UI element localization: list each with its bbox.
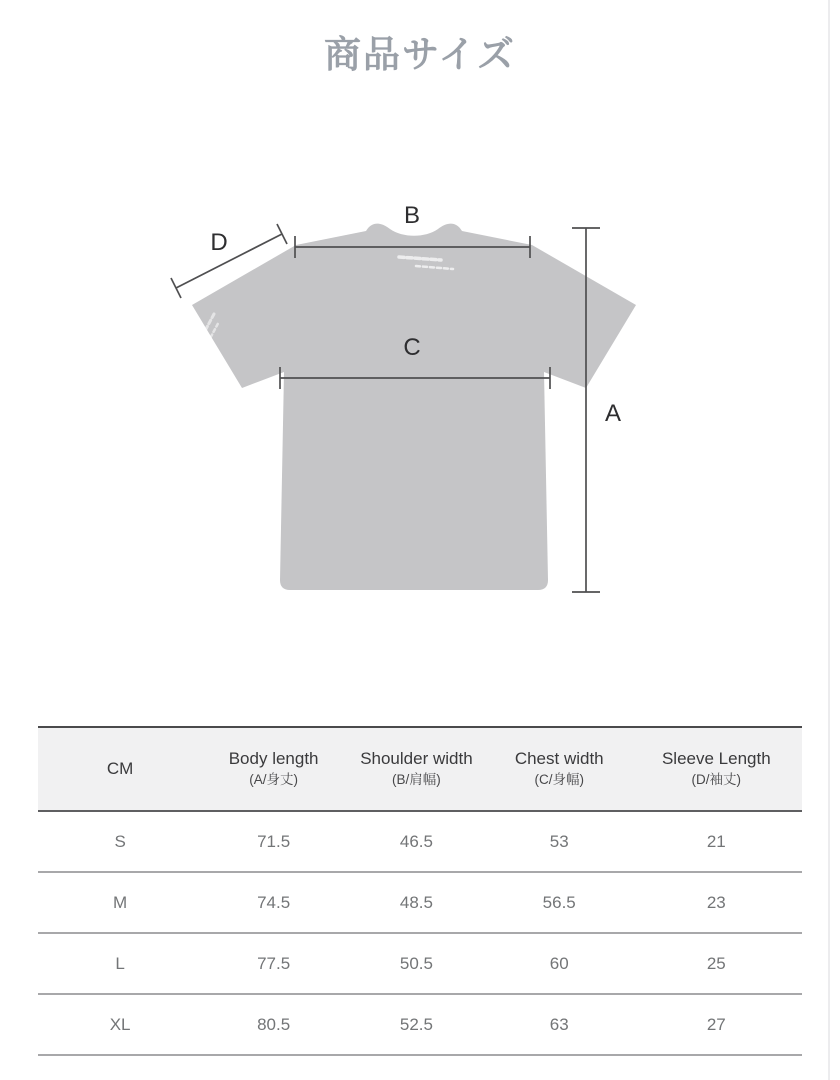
tshirt-back-silhouette — [192, 224, 636, 590]
header-label: Body length — [228, 749, 319, 769]
table-row-m — [38, 873, 802, 934]
table-row-s — [38, 812, 802, 873]
header-chest-width — [488, 728, 631, 810]
body-length-value: 80.5 — [257, 1014, 291, 1034]
table-row-xl — [38, 995, 802, 1056]
sleeve-length-value: 23 — [706, 892, 726, 912]
sleeve-length-value: 25 — [706, 953, 726, 973]
header-label: Sleeve Length — [661, 749, 771, 769]
size-label: M — [113, 892, 128, 912]
header-label: Shoulder width — [360, 749, 473, 769]
body-length-value: 77.5 — [257, 953, 291, 973]
chest-width-value: 53 — [549, 831, 569, 851]
size-table — [38, 726, 802, 1056]
chest-width-value: 60 — [549, 953, 569, 973]
sleeve-length-value: 27 — [706, 1014, 726, 1034]
shoulder-width-value: 46.5 — [399, 831, 433, 851]
sleeve-length-value: 21 — [706, 831, 726, 851]
size-label: S — [114, 831, 126, 851]
label-a: A — [604, 400, 622, 427]
size-label: L — [115, 953, 125, 973]
label-d: D — [210, 229, 228, 256]
header-sublabel: (D/袖丈) — [691, 771, 742, 787]
header-label: CM — [106, 758, 134, 778]
size-table-header-row — [38, 726, 802, 812]
page-title: 商品サイズ — [323, 34, 517, 75]
body-length-value: 74.5 — [257, 892, 291, 912]
header-sublabel: (B/肩幅) — [392, 771, 441, 787]
shoulder-width-value: 52.5 — [399, 1014, 433, 1034]
header-unit — [38, 728, 202, 810]
chest-width-value: 56.5 — [542, 892, 576, 912]
header-sublabel: (C/身幅) — [534, 771, 584, 787]
size-label: XL — [109, 1014, 131, 1034]
label-c: C — [403, 334, 421, 361]
header-sleeve-length — [631, 728, 802, 810]
shoulder-width-value: 48.5 — [399, 892, 433, 912]
label-b: B — [403, 202, 421, 229]
header-label: Chest width — [514, 749, 604, 769]
header-shoulder-width — [345, 728, 488, 810]
table-row-l — [38, 934, 802, 995]
header-sublabel: (A/身丈) — [249, 771, 298, 787]
header-body-length — [202, 728, 345, 810]
body-length-value: 71.5 — [257, 831, 291, 851]
shoulder-width-value: 50.5 — [399, 953, 433, 973]
size-table-body — [38, 812, 802, 1056]
tshirt-measurement-diagram — [0, 190, 840, 630]
chest-width-value: 63 — [549, 1014, 569, 1034]
page-edge-divider — [828, 0, 830, 1080]
